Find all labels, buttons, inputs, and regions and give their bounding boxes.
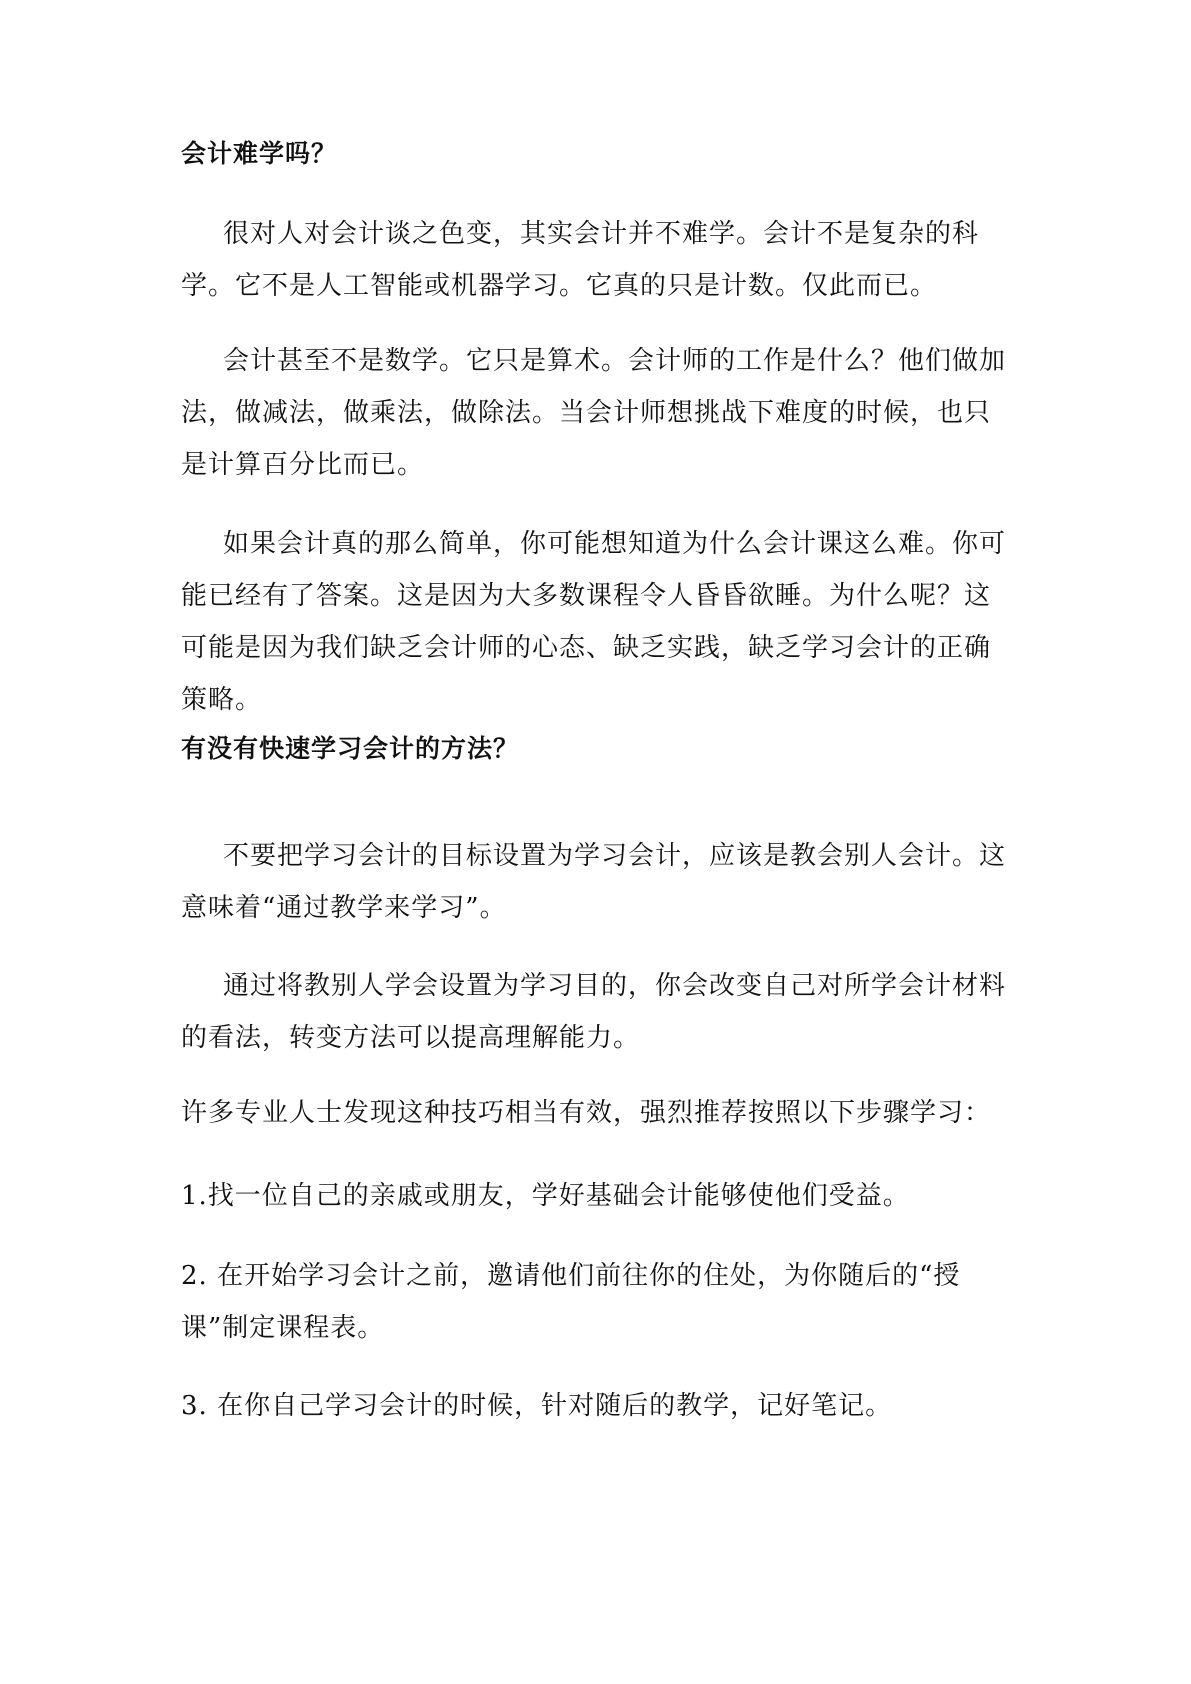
- step-1: 1.找一位自己的亲戚或朋友，学好基础会计能够使他们受益。: [181, 1181, 910, 1211]
- paragraph-4: 不要把学习会计的目标设置为学习会计，应该是教会别人会计。这意味着“通过教学来学习”。: [181, 841, 1007, 923]
- heading-quick-method: 有没有快速学习会计的方法？: [181, 734, 520, 763]
- paragraph-3: 如果会计真的那么简单，你可能想知道为什么会计课这么难。你可能已经有了答案。这是因为大多数课程令人昏昏欲睡。为什么呢？这可能是因为我们缺乏会计师的心态、缺乏实践，缺乏学习会计的正确策略。: [181, 529, 1007, 715]
- document-page: [181, 0, 1016, 1684]
- paragraph-2: 会计甚至不是数学。它只是算术。会计师的工作是什么？他们做加法，做减法，做乘法，做除法。当会计师想挑战下难度的时候，也只是计算百分比而已。: [181, 346, 1007, 480]
- paragraph-6: 许多专业人士发现这种技巧相当有效，强烈推荐按照以下步骤学习：: [181, 1098, 992, 1128]
- paragraph-1: 很对人对会计谈之色变，其实会计并不难学。会计不是复杂的科学。它不是人工智能或机器学习。它真的只是计数。仅此而已。: [181, 219, 980, 301]
- step-2: 2. 在开始学习会计之前，邀请他们前往你的住处，为你随后的“授课”制定课程表。: [181, 1261, 961, 1343]
- step-3: 3. 在你自己学习会计的时候，针对随后的教学，记好笔记。: [181, 1391, 893, 1421]
- heading-is-accounting-hard: 会计难学吗？: [181, 139, 338, 168]
- paragraph-5: 通过将教别人学会设置为学习目的，你会改变自己对所学会计材料的看法，转变方法可以提高理解能力。: [181, 971, 1007, 1053]
